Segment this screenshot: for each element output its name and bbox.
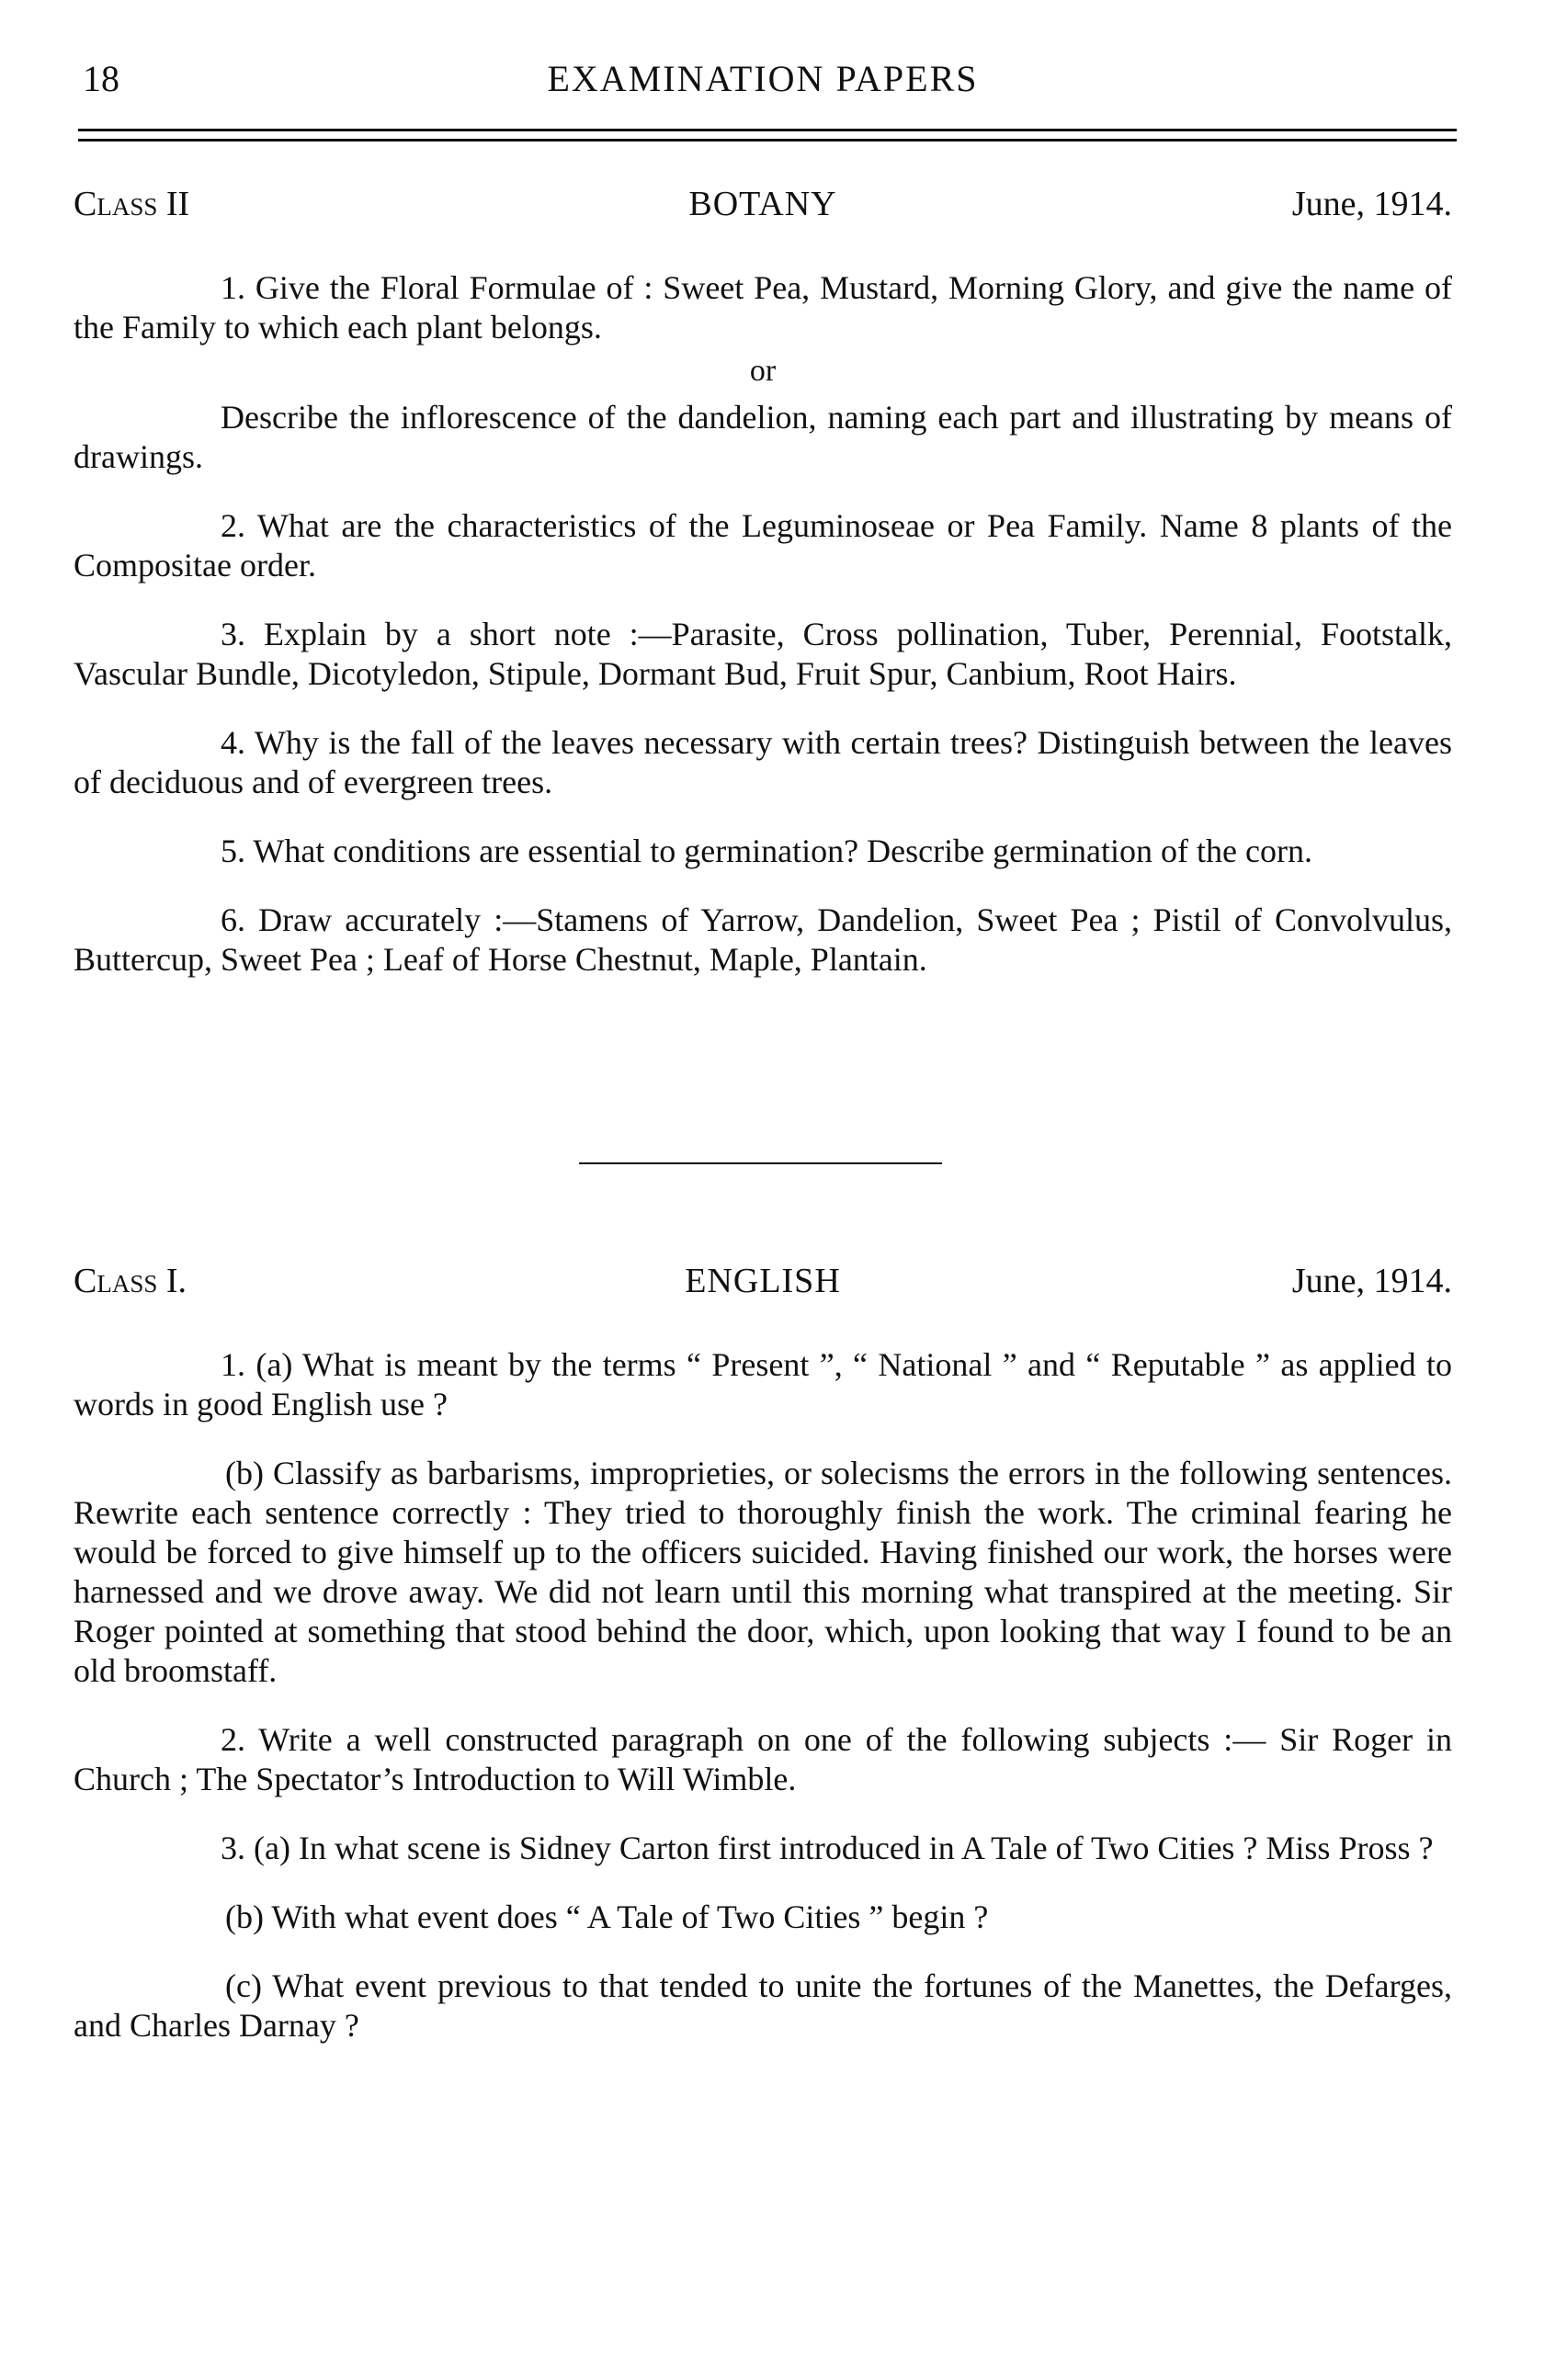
english-section	[74, 1261, 1452, 2046]
running-head	[74, 57, 1452, 103]
english-question-3a: 3. (a) In what scene is Sidney Carton first introduced in A Tale of Two Cities ? Miss Pross ?	[221, 1830, 1434, 1866]
botany-question-3: 3. Explain by a short note :—Parasite, Cross pollination, Tuber, Perennial, Footstalk, Vascular Bundle, Dicotyledon, Stipule, Dormant Bud, Fruit Spur, Canbium, Root Hairs.	[74, 616, 1452, 692]
botany-question-6: 6. Draw accurately :—Stamens of Yarrow, Dandelion, Sweet Pea ; Pistil of Convolvulus, Buttercup, Sweet Pea ; Leaf of Horse Chestnut, Maple, Plantain.	[74, 901, 1452, 978]
botany-or: or	[749, 354, 777, 388]
english-question-1a: 1. (a) What is meant by the terms “ Present ”, “ National ” and “ Reputable ” as applied to words in good English use ?	[74, 1346, 1452, 1422]
botany-question-1-alternative: Describe the inflorescence of the dandelion, naming each part and illustrating by means of drawings.	[74, 399, 1452, 475]
english-subject: ENGLISH	[685, 1262, 841, 1300]
section-divider	[579, 1162, 942, 1164]
botany-date: June, 1914.	[1291, 185, 1452, 223]
english-question-2: 2. Write a well constructed paragraph on one of the following subjects :— Sir Roger in Church ; The Spectator’s Introduction to Will Wimble.	[74, 1721, 1452, 1797]
botany-class: Class II	[74, 185, 190, 223]
botany-question-1: 1. Give the Floral Formulae of : Sweet Pea, Mustard, Morning Glory, and give the name of the Family to which each plant belongs.	[74, 269, 1452, 346]
english-heading	[74, 1261, 1452, 1309]
english-date: June, 1914.	[1291, 1262, 1452, 1300]
botany-section	[74, 184, 1452, 980]
botany-heading	[74, 184, 1452, 232]
header-double-rule	[78, 129, 1457, 142]
english-class: Class I.	[74, 1262, 187, 1300]
botany-question-5: 5. What conditions are essential to germination? Describe germination of the corn.	[221, 833, 1312, 869]
running-title: EXAMINATION PAPERS	[547, 58, 979, 99]
english-question-1b: (b) Classify as barbarisms, improprieties, or solecisms the errors in the following sentences. Rewrite each sentence correctly : They tried to thoroughly finish the work. The criminal fearing he would be forced to give himself up to the officers suicided. Having finished our work, the horses were harnessed and we drove away. We did not learn until this morning what transpired at the meeting. Sir Roger pointed at something that stood behind the door, which, upon looking that way I found to be an old broomstaff.	[74, 1455, 1452, 1689]
botany-subject: BOTANY	[688, 185, 837, 223]
page-number: 18	[83, 58, 119, 99]
english-question-3c: (c) What event previous to that tended to unite the fortunes of the Manettes, the Defarges, and Charles Darnay ?	[74, 1967, 1452, 2044]
botany-question-2: 2. What are the characteristics of the Leguminoseae or Pea Family. Name 8 plants of the Compositae order.	[74, 507, 1452, 584]
botany-question-4: 4. Why is the fall of the leaves necessary with certain trees? Distinguish between the leaves of deciduous and of evergreen trees.	[74, 724, 1452, 800]
english-question-3b: (b) With what event does “ A Tale of Two Cities ” begin ?	[225, 1898, 989, 1935]
